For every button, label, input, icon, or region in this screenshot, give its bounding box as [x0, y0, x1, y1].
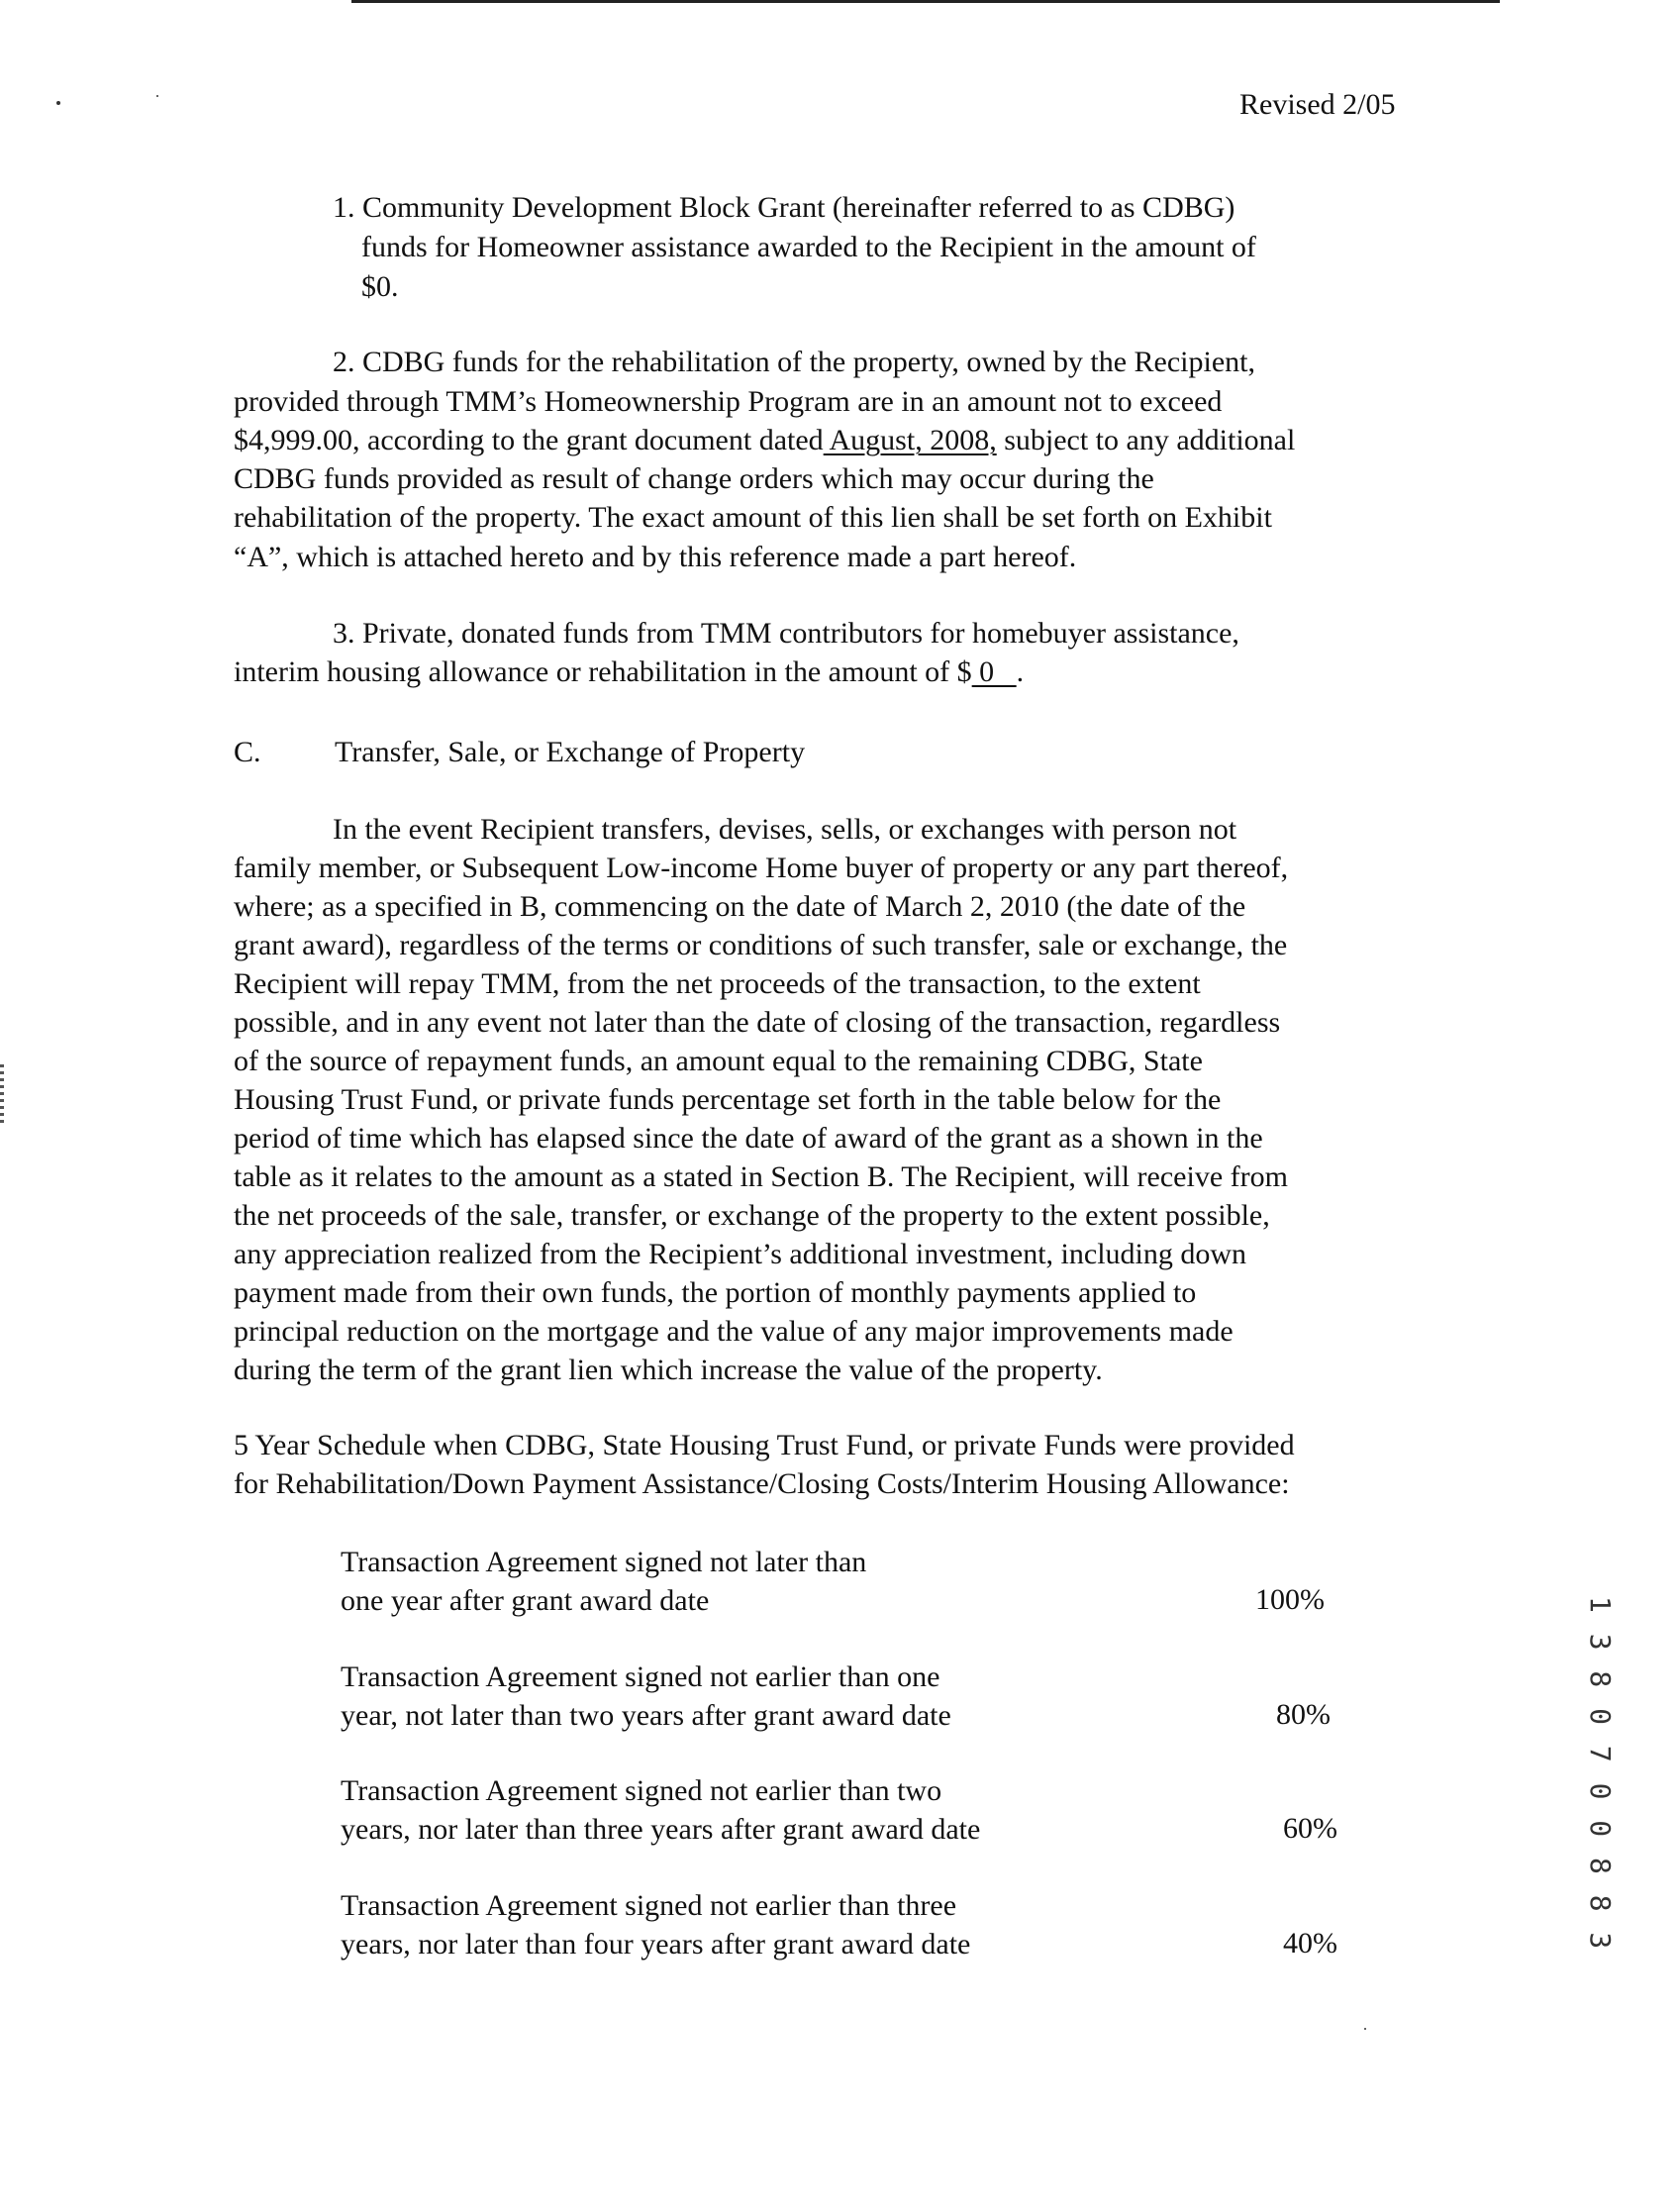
margin-dash	[0, 1064, 4, 1124]
item-2-line: 2. CDBG funds for the rehabilitation of the property, owned by the Recipient,	[333, 346, 1256, 378]
item-1-line: 1. Community Development Block Grant (hereinafter referred to as CDBG)	[333, 191, 1235, 224]
private-funds-amount: 0	[971, 655, 1017, 688]
item-3-line: 3. Private, donated funds from TMM contributors for homebuyer assistance,	[333, 617, 1239, 650]
item-3-line	[234, 653, 1024, 692]
scan-speck	[156, 95, 158, 97]
section-c-letter: C.	[234, 736, 261, 768]
paragraph-line: during the term of the grant lien which increase the value of the property.	[234, 1354, 1103, 1386]
schedule-row-percent: 60%	[1283, 1812, 1337, 1845]
section-c-title: Transfer, Sale, or Exchange of Property	[335, 736, 806, 768]
paragraph-line: Housing Trust Fund, or private funds percentage set forth in the table below for the	[234, 1083, 1222, 1116]
paragraph-line: period of time which has elapsed since the date of award of the grant as a shown in the	[234, 1122, 1263, 1155]
paragraph-line: Recipient will repay TMM, from the net proceeds of the transaction, to the extent	[234, 967, 1201, 1000]
paragraph-line: where; as a specified in B, commencing on the date of March 2, 2010 (the date of the	[234, 890, 1246, 923]
paragraph-line: any appreciation realized from the Recipient’s additional investment, including down	[234, 1238, 1247, 1270]
paragraph-line: of the source of repayment funds, an amount equal to the remaining CDBG, State	[234, 1045, 1203, 1077]
schedule-row-condition: Transaction Agreement signed not earlier than three	[341, 1889, 957, 1922]
grant-document-date: August, 2008,	[823, 424, 997, 456]
paragraph-line: table as it relates to the amount as a stated in Section B. The Recipient, will receive from	[234, 1160, 1288, 1193]
schedule-intro: 5 Year Schedule when CDBG, State Housing Trust Fund, or private Funds were provided	[234, 1429, 1295, 1461]
paragraph-line: grant award), regardless of the terms or conditions of such transfer, sale or exchange, the	[234, 929, 1288, 961]
item-2-line	[234, 421, 1295, 460]
item-2-line: provided through TMM’s Homeownership Program are in an amount not to exceed	[234, 385, 1223, 418]
schedule-row-condition: years, nor later than four years after grant award date	[341, 1928, 971, 1961]
item-2-line: CDBG funds provided as result of change orders which may occur during the	[234, 462, 1154, 495]
paragraph-line: payment made from their own funds, the portion of monthly payments applied to	[234, 1276, 1197, 1309]
schedule-row-condition: year, not later than two years after grant award date	[341, 1699, 951, 1732]
schedule-row-condition: years, nor later than three years after grant award date	[341, 1813, 981, 1846]
schedule-row-percent: 40%	[1283, 1927, 1337, 1960]
item-2-text: subject to any additional	[996, 424, 1296, 456]
schedule-intro: for Rehabilitation/Down Payment Assistance/Closing Costs/Interim Housing Allowance:	[234, 1467, 1290, 1500]
paragraph-line: possible, and in any event not later than the date of closing of the transaction, regardless	[234, 1006, 1281, 1039]
item-3-text: interim housing allowance or rehabilitation in the amount of $	[234, 655, 972, 688]
item-2-line: “A”, which is attached hereto and by this reference made a part hereof.	[234, 541, 1077, 573]
item-1-line: $0.	[361, 270, 399, 303]
item-2-line: rehabilitation of the property. The exact amount of this lien shall be set forth on Exhibit	[234, 501, 1272, 534]
item-3-text: .	[1016, 655, 1025, 688]
item-2-text: $4,999.00, according to the grant document dated	[234, 424, 824, 456]
paragraph-line: principal reduction on the mortgage and the value of any major improvements made	[234, 1315, 1234, 1348]
paragraph-line: In the event Recipient transfers, devises, sells, or exchanges with person not	[333, 813, 1237, 846]
item-1-line: funds for Homeowner assistance awarded to the Recipient in the amount of	[361, 231, 1256, 263]
scan-speck	[1364, 2028, 1366, 2030]
top-scan-edge	[351, 0, 1500, 3]
schedule-row-condition: one year after grant award date	[341, 1584, 710, 1617]
schedule-row-condition: Transaction Agreement signed not earlier than one	[341, 1660, 940, 1693]
document-number: 1 3 8 0 7 0 0 8 8 3	[1584, 1596, 1617, 1952]
schedule-row-percent: 80%	[1276, 1698, 1331, 1731]
schedule-row-condition: Transaction Agreement signed not earlier than two	[341, 1774, 942, 1807]
paragraph-line: the net proceeds of the sale, transfer, or exchange of the property to the extent possible,	[234, 1199, 1270, 1232]
schedule-row-percent: 100%	[1255, 1583, 1325, 1616]
scan-speck	[56, 101, 60, 105]
paragraph-line: family member, or Subsequent Low-income Home buyer of property or any part thereof,	[234, 852, 1289, 884]
revised-date: Revised 2/05	[1239, 88, 1396, 121]
schedule-row-condition: Transaction Agreement signed not later than	[341, 1546, 867, 1578]
